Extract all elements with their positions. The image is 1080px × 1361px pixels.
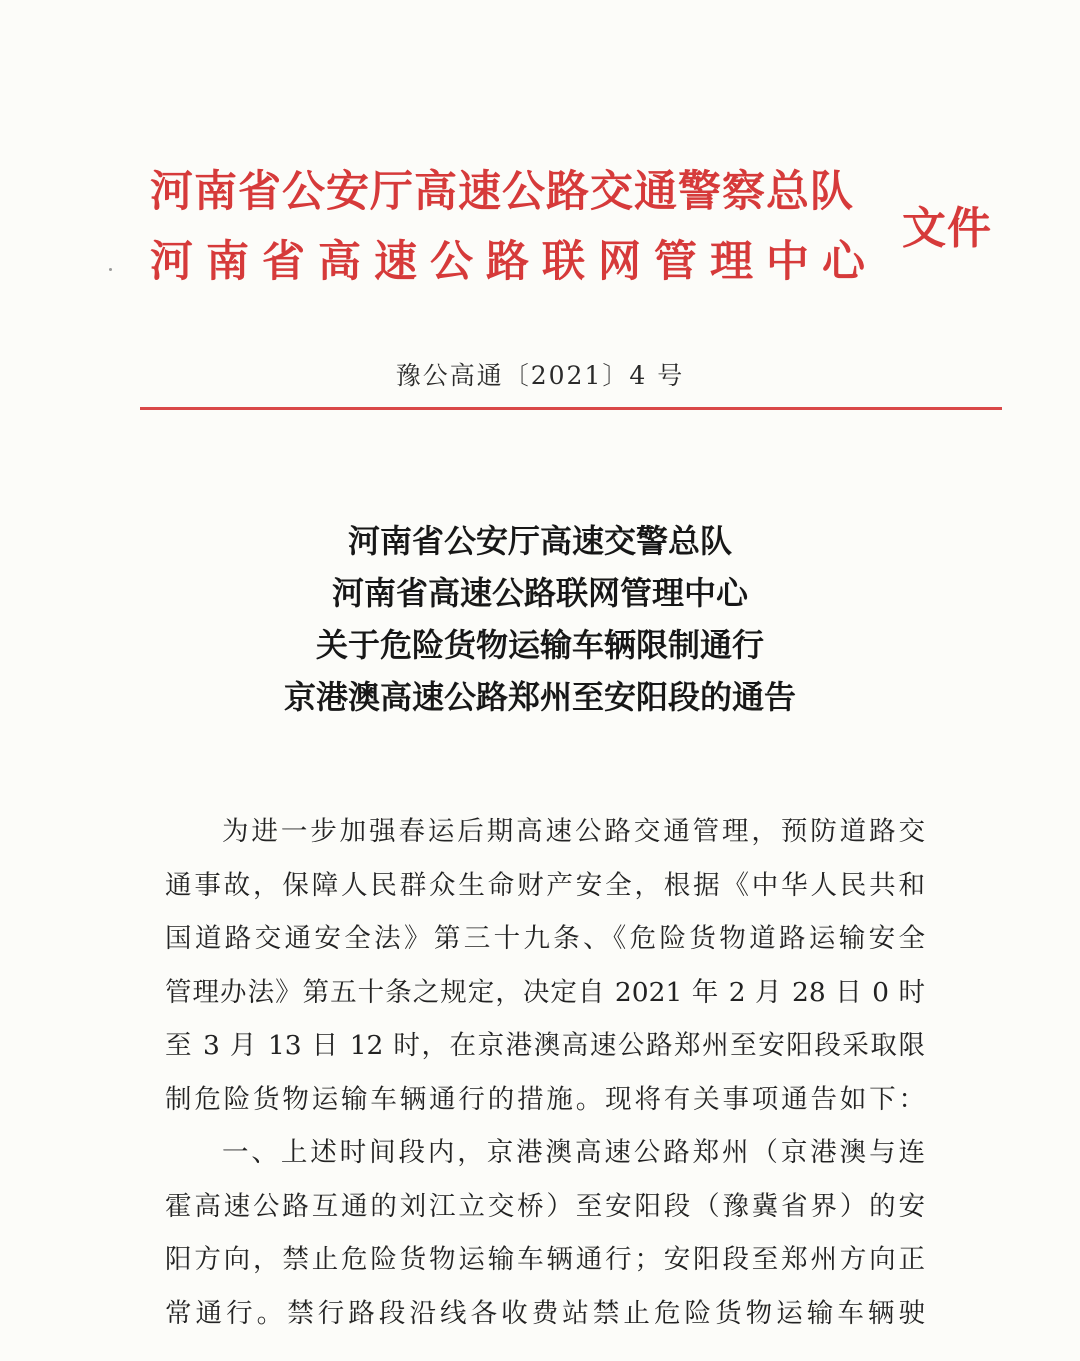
body-line: 国道路交通安全法》第三十九条、《危险货物道路运输安全: [165, 923, 925, 954]
notice-title: [0, 515, 1080, 723]
document-number: 豫公高通〔2021〕4 号: [395, 361, 685, 390]
body-line: 霍高速公路互通的刘江立交桥）至安阳段（豫冀省界）的安: [165, 1190, 925, 1222]
body-line: 一、上述时间段内，京港澳高速公路郑州（京港澳与连: [222, 1137, 925, 1168]
body-line: 制危险货物运输车辆通行的措施。现将有关事项通告如下：: [165, 1083, 925, 1115]
body-line: 阳方向，禁止危险货物运输车辆通行；安阳段至郑州方向正: [165, 1244, 925, 1275]
document-type-label: 文件: [902, 203, 992, 254]
scan-speck: [109, 268, 112, 271]
issuer-line-2: 河南省高速公路联网管理中心: [150, 237, 878, 287]
body-line: 管理办法》第五十条之规定，决定自 2021 年 2 月 28 日 0 时: [165, 976, 925, 1008]
title-line: 京港澳高速公路郑州至安阳段的通告: [283, 678, 796, 716]
title-line: 河南省公安厅高速交警总队: [347, 522, 732, 560]
document-header: [150, 150, 1010, 290]
notice-body: [165, 805, 925, 1340]
header-divider: [140, 407, 1002, 410]
title-line: 关于危险货物运输车辆限制通行: [315, 626, 764, 664]
body-line: 常通行。禁行路段沿线各收费站禁止危险货物运输车辆驶: [165, 1297, 925, 1329]
body-line: 为进一步加强春运后期高速公路交通管理，预防道路交: [222, 816, 925, 847]
issuer-line-1: 河南省公安厅高速公路交通警察总队: [150, 167, 854, 217]
body-line: 至 3 月 13 日 12 时，在京港澳高速公路郑州至安阳段采取限: [165, 1030, 925, 1061]
body-line: 通事故，保障人民群众生命财产安全，根据《中华人民共和: [165, 869, 925, 901]
title-line: 河南省高速公路联网管理中心: [331, 574, 748, 612]
